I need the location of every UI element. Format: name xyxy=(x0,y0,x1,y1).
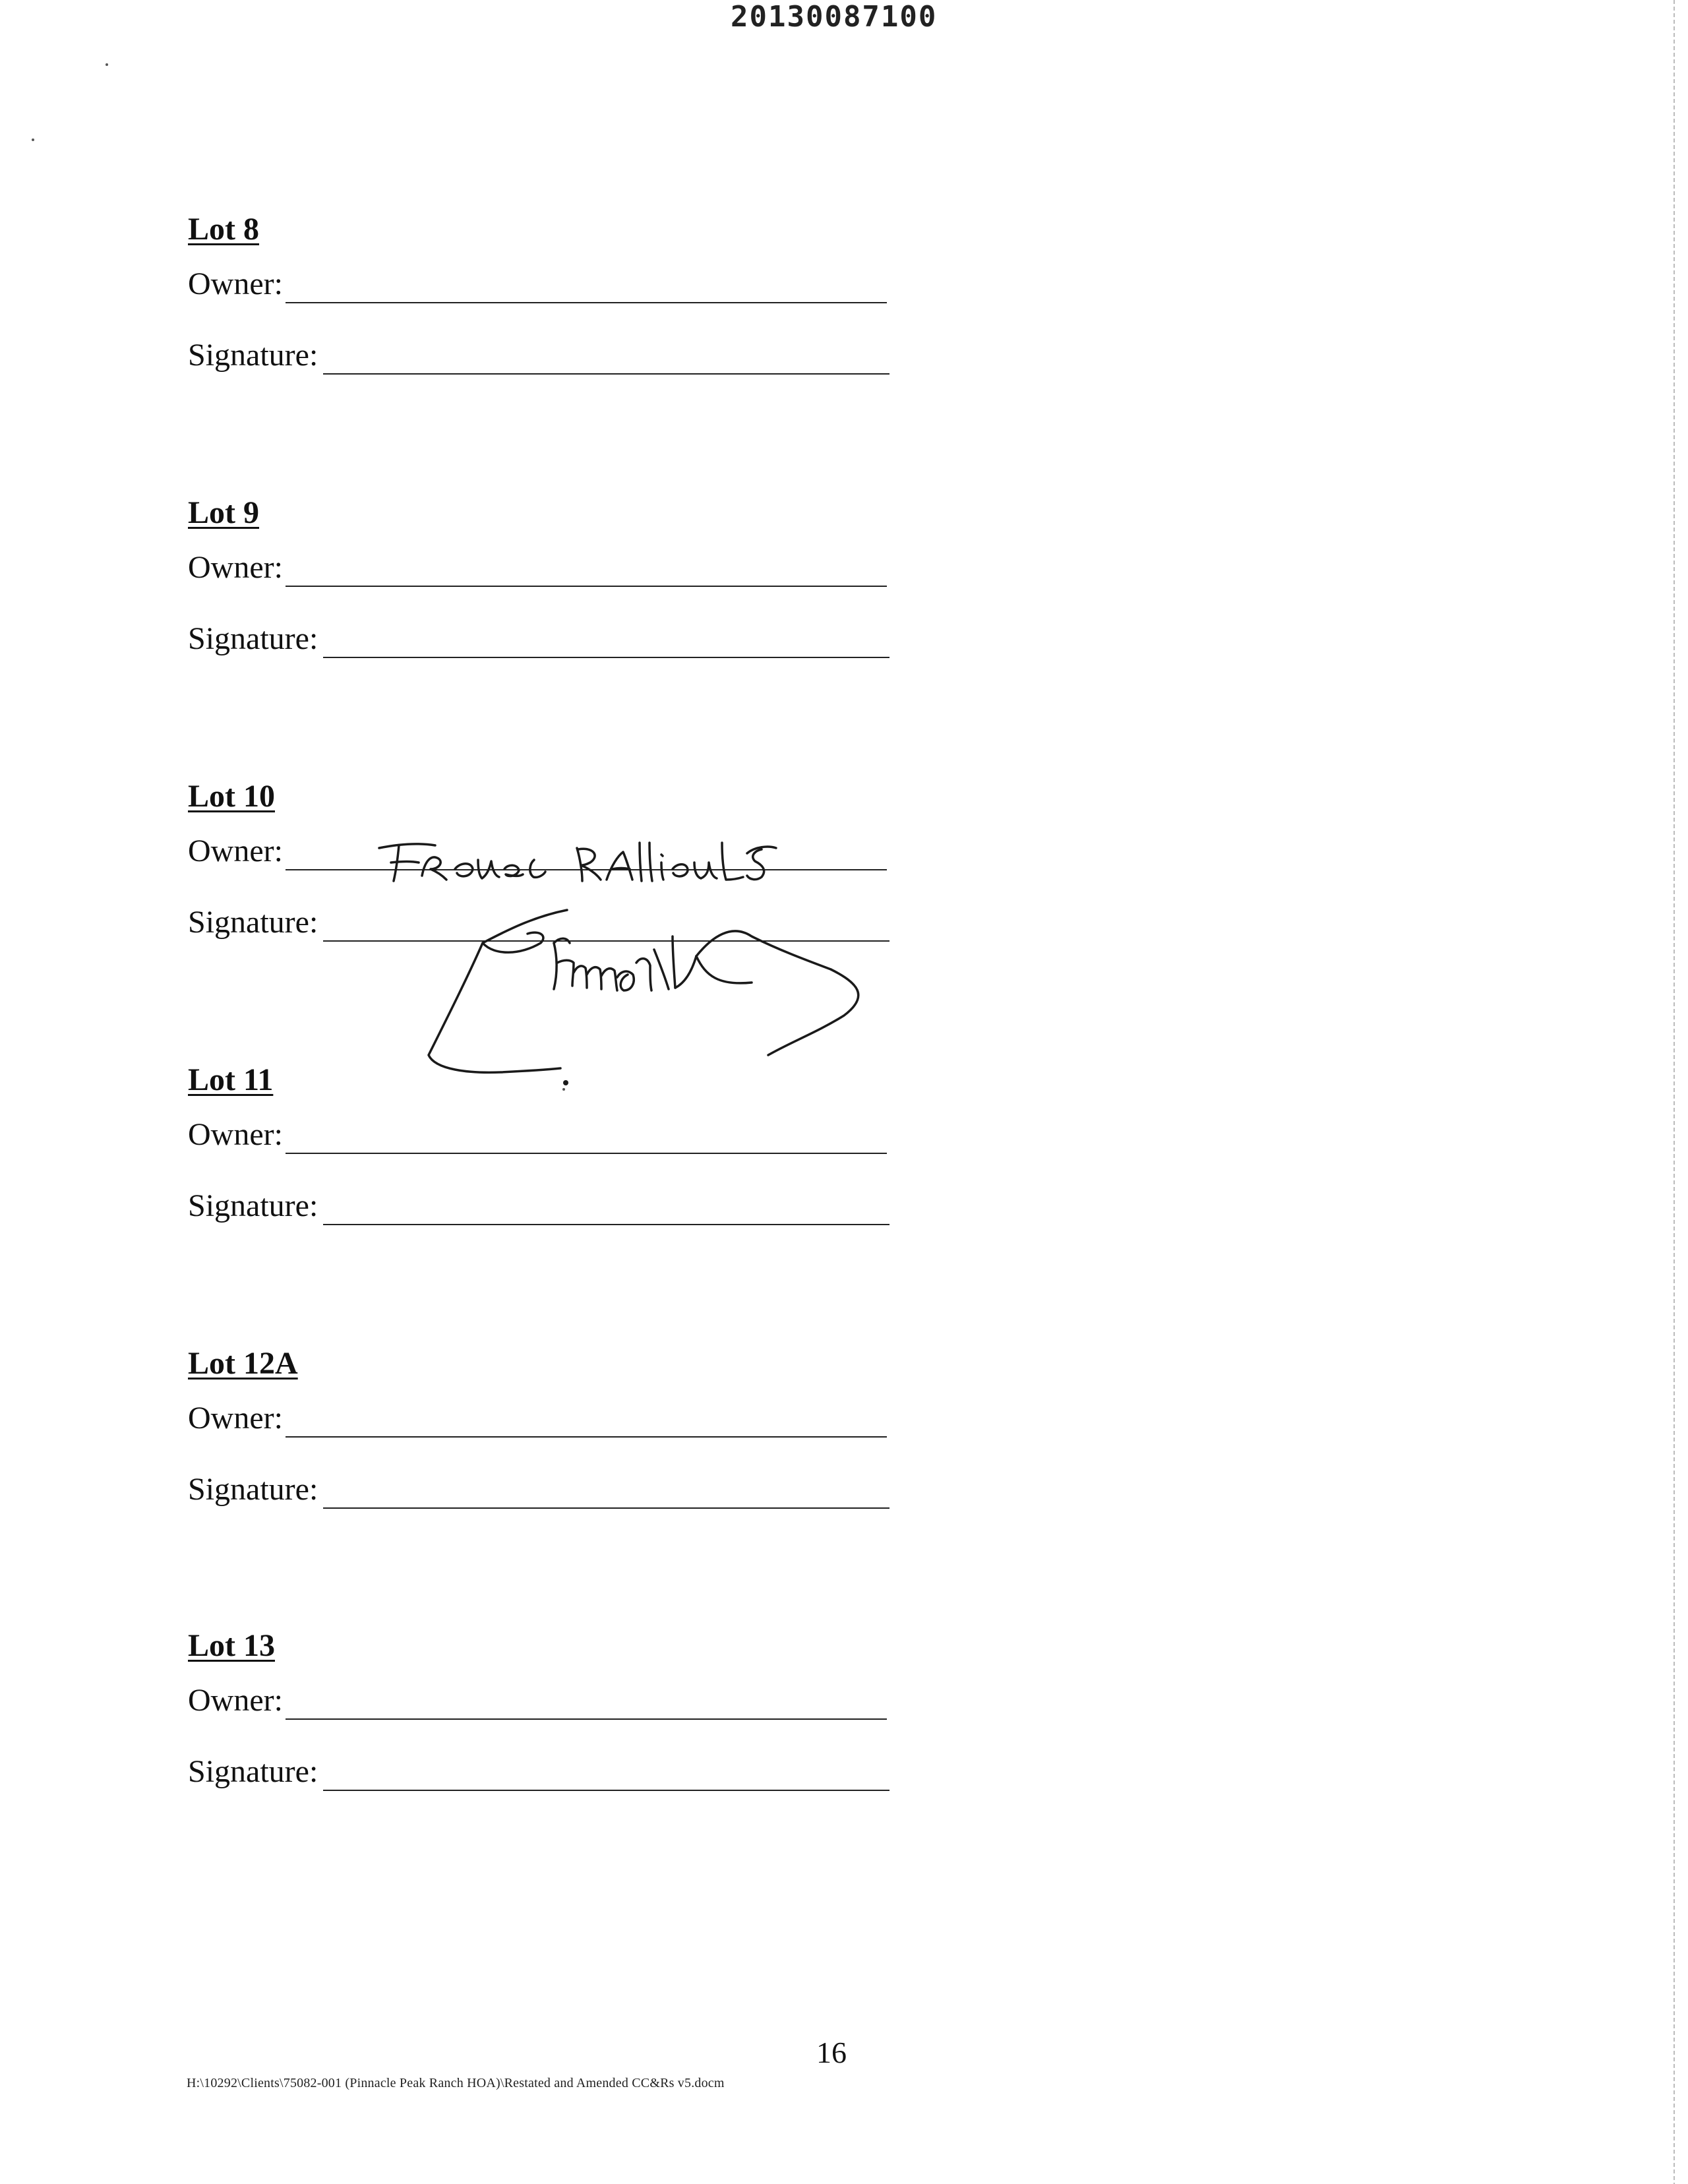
owner-label: Owner: xyxy=(188,1401,283,1436)
owner-label: Owner: xyxy=(188,266,283,301)
signature-line xyxy=(323,373,889,375)
lot-title: Lot 13 xyxy=(188,1628,275,1663)
scan-speck xyxy=(32,138,34,141)
owner-field[interactable] xyxy=(188,547,887,587)
owner-line xyxy=(286,586,887,587)
lot-title: Lot 11 xyxy=(188,1062,274,1097)
signature-label: Signature: xyxy=(188,1472,318,1507)
signature-label: Signature: xyxy=(188,338,318,373)
owner-line xyxy=(286,302,887,303)
owner-line xyxy=(286,1436,887,1438)
signature-field[interactable] xyxy=(188,335,887,375)
lot-title: Lot 10 xyxy=(188,779,275,814)
owner-label: Owner: xyxy=(188,1683,283,1718)
owner-field[interactable] xyxy=(188,264,887,303)
lot-title: Lot 8 xyxy=(188,212,259,247)
lot-title: Lot 12A xyxy=(188,1346,298,1381)
signature-label: Signature: xyxy=(188,1754,318,1789)
footer-file-path: H:\10292\Clients\75082-001 (Pinnacle Peak Ranch HOA)\Restated and Amended CC&Rs v5.docm xyxy=(187,2076,725,2090)
handwritten-owner-name xyxy=(373,836,808,889)
owner-line xyxy=(286,1153,887,1154)
lot-title: Lot 9 xyxy=(188,495,259,530)
signature-line xyxy=(323,1224,889,1225)
owner-field[interactable] xyxy=(188,1114,887,1154)
scan-edge xyxy=(1673,0,1675,2184)
signature-label: Signature: xyxy=(188,1188,318,1223)
owner-label: Owner: xyxy=(188,550,283,585)
signature-line xyxy=(323,1507,889,1509)
signature-field[interactable] xyxy=(188,1469,887,1509)
owner-label: Owner: xyxy=(188,834,283,868)
recording-number: 20130087100 xyxy=(731,0,938,34)
handwritten-signature xyxy=(409,897,897,1095)
signature-line xyxy=(323,657,889,658)
owner-field[interactable] xyxy=(188,1680,887,1720)
scan-speck xyxy=(106,63,108,66)
signature-field[interactable] xyxy=(188,1186,887,1225)
signature-label: Signature: xyxy=(188,905,318,940)
owner-line xyxy=(286,1718,887,1720)
owner-field[interactable] xyxy=(188,1398,887,1438)
signature-field[interactable] xyxy=(188,619,887,658)
owner-label: Owner: xyxy=(188,1117,283,1152)
signature-field[interactable] xyxy=(188,1751,887,1791)
signature-label: Signature: xyxy=(188,621,318,656)
signature-line xyxy=(323,1790,889,1791)
page-number: 16 xyxy=(816,2036,847,2069)
